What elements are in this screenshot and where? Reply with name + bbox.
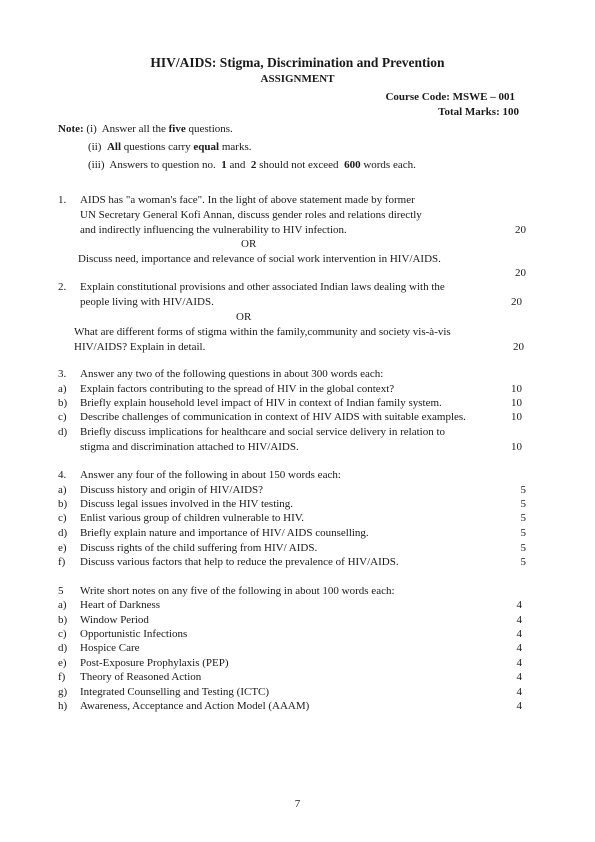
q2-marks-a: 20 <box>511 296 522 308</box>
note-ii-post: marks. <box>221 141 252 153</box>
course-code: Course Code: MSWE – 001 <box>385 91 515 103</box>
q1-number: 1. <box>58 194 67 206</box>
q4-item-label: e) <box>58 542 67 554</box>
q5-item-text: Post-Exposure Prophylaxis (PEP) <box>80 657 229 669</box>
note-ii-bold2: equal <box>193 141 220 153</box>
q4-item-marks: 5 <box>520 556 526 568</box>
q5-item-marks: 4 <box>516 642 522 654</box>
q4-item-text: Briefly explain nature and importance of HIV/ AIDS counselling. <box>80 527 369 539</box>
q5-item-label: a) <box>58 599 67 611</box>
q5-item-label: d) <box>58 642 68 654</box>
note-i-pre: Answer all the <box>101 123 166 135</box>
assignment-heading: ASSIGNMENT <box>260 73 335 85</box>
q2-marks-b: 20 <box>513 341 524 353</box>
total-marks: Total Marks: 100 <box>438 106 519 118</box>
q2-alt-line: HIV/AIDS? Explain in detail. <box>74 341 206 353</box>
q3-item-text: Briefly discuss implications for healthcare and social service delivery in relation to <box>80 426 446 438</box>
q3-intro: Answer any two of the following questions in about 300 words each: <box>80 368 384 380</box>
q4-item-label: c) <box>58 512 67 524</box>
q3-item-marks: 10 <box>511 441 522 453</box>
q5-item-text: Integrated Counselling and Testing (ICTC) <box>80 686 270 698</box>
note-line-i <box>58 122 233 136</box>
q4-item-text: Discuss legal issues involved in the HIV testing. <box>80 498 294 510</box>
note-iii-b3: 600 <box>344 159 361 171</box>
note-iii-num: (iii) <box>88 159 105 171</box>
q1-line: AIDS has "a woman's face". In the light of above statement made by former <box>80 194 415 206</box>
q4-item-marks: 5 <box>520 512 526 524</box>
q5-item-text: Hospice Care <box>80 642 140 654</box>
q5-item-marks: 4 <box>516 599 522 611</box>
q5-intro: Write short notes on any five of the following in about 100 words each: <box>80 585 395 597</box>
q3-item-label: a) <box>58 383 67 395</box>
note-ii-bold: All <box>106 141 122 153</box>
note-ii-mid: questions carry <box>123 141 191 153</box>
q4-item-marks: 5 <box>520 498 526 510</box>
q4-item-label: b) <box>58 498 68 510</box>
q5-item-marks: 4 <box>516 614 522 626</box>
page-title: HIV/AIDS: Stigma, Discrimination and Prevention <box>150 55 445 70</box>
q5-item-label: e) <box>58 657 67 669</box>
q5-number: 5 <box>58 585 64 597</box>
q4-item-text: Discuss history and origin of HIV/AIDS? <box>80 484 264 496</box>
q3-item-label: b) <box>58 397 68 409</box>
q3-item-marks: 10 <box>511 411 522 423</box>
q2-line: Explain constitutional provisions and other associated Indian laws dealing with the <box>80 281 445 293</box>
q5-item-marks: 4 <box>516 671 522 683</box>
q1-alternative: Discuss need, importance and relevance of social work intervention in HIV/AIDS. <box>78 253 441 265</box>
q4-item-text: Enlist various group of children vulnerable to HIV. <box>80 512 305 524</box>
q4-item-label: a) <box>58 484 67 496</box>
q1-line: UN Secretary General Kofi Annan, discuss gender roles and relations directly <box>80 209 422 221</box>
q4-item-label: f) <box>58 556 66 568</box>
q3-item-marks: 10 <box>511 397 522 409</box>
note-iii-post: words each. <box>363 159 416 171</box>
q5-item-text: Awareness, Acceptance and Action Model (AAAM) <box>80 700 310 712</box>
q4-item-text: Discuss rights of the child suffering from HIV/ AIDS. <box>80 542 318 554</box>
q5-item-text: Window Period <box>80 614 149 626</box>
note-i-post: questions. <box>188 123 233 135</box>
q3-item-label: d) <box>58 426 68 438</box>
q1-marks-a: 20 <box>515 224 526 236</box>
q2-alt-line: What are different forms of stigma within the family,community and society vis-à-vis <box>74 326 451 338</box>
q1-or: OR <box>241 238 257 250</box>
q4-item-marks: 5 <box>520 484 526 496</box>
q5-item-label: b) <box>58 614 68 626</box>
q1-line: and indirectly influencing the vulnerability to HIV infection. <box>80 224 347 236</box>
note-line-ii <box>88 140 252 154</box>
note-line-iii <box>88 158 416 172</box>
q5-item-text: Opportunistic Infections <box>80 628 188 640</box>
note-iii-b1: 1 <box>221 159 227 171</box>
q3-item-text: Describe challenges of communication in context of HIV AIDS with suitable examples. <box>80 411 466 423</box>
q4-item-marks: 5 <box>520 527 526 539</box>
note-iii-and: and <box>229 159 246 171</box>
q5-item-label: g) <box>58 686 68 698</box>
q5-item-marks: 4 <box>516 700 522 712</box>
q5-item-text: Theory of Reasoned Action <box>80 671 202 683</box>
q4-item-text: Discuss various factors that help to reduce the prevalence of HIV/AIDS. <box>80 556 399 568</box>
q3-item-label: c) <box>58 411 67 423</box>
q5-item-marks: 4 <box>516 686 522 698</box>
note-iii-mid: should not exceed <box>259 159 339 171</box>
note-ii-num: (ii) <box>88 141 102 153</box>
q5-item-label: f) <box>58 671 66 683</box>
q5-item-text: Heart of Darkness <box>80 599 161 611</box>
q4-item-marks: 5 <box>520 542 526 554</box>
q3-item-text: Explain factors contributing to the spread of HIV in the global context? <box>80 383 395 395</box>
q5-item-label: h) <box>58 700 68 712</box>
note-iii-pre: Answers to question no. <box>109 159 216 171</box>
q5-item-marks: 4 <box>516 657 522 669</box>
q3-number: 3. <box>58 368 67 380</box>
q4-number: 4. <box>58 469 67 481</box>
q5-item-marks: 4 <box>516 628 522 640</box>
q1-marks-b: 20 <box>515 267 526 279</box>
note-i-num: (i) <box>86 123 97 135</box>
q3-item-marks: 10 <box>511 383 522 395</box>
q5-item-label: c) <box>58 628 67 640</box>
note-label: Note: <box>58 123 84 135</box>
q4-intro: Answer any four of the following in about 150 words each: <box>80 469 341 481</box>
q2-line: people living with HIV/AIDS. <box>80 296 214 308</box>
q3-item-text: Briefly explain household level impact of HIV in context of Indian family system. <box>80 397 442 409</box>
note-iii-b2: 2 <box>250 159 257 171</box>
q2-number: 2. <box>58 281 67 293</box>
q4-item-label: d) <box>58 527 68 539</box>
q2-or: OR <box>236 311 252 323</box>
note-i-bold: five <box>168 123 186 135</box>
page-number: 7 <box>294 798 301 810</box>
q3-item-text: stigma and discrimination attached to HIV/AIDS. <box>80 441 299 453</box>
